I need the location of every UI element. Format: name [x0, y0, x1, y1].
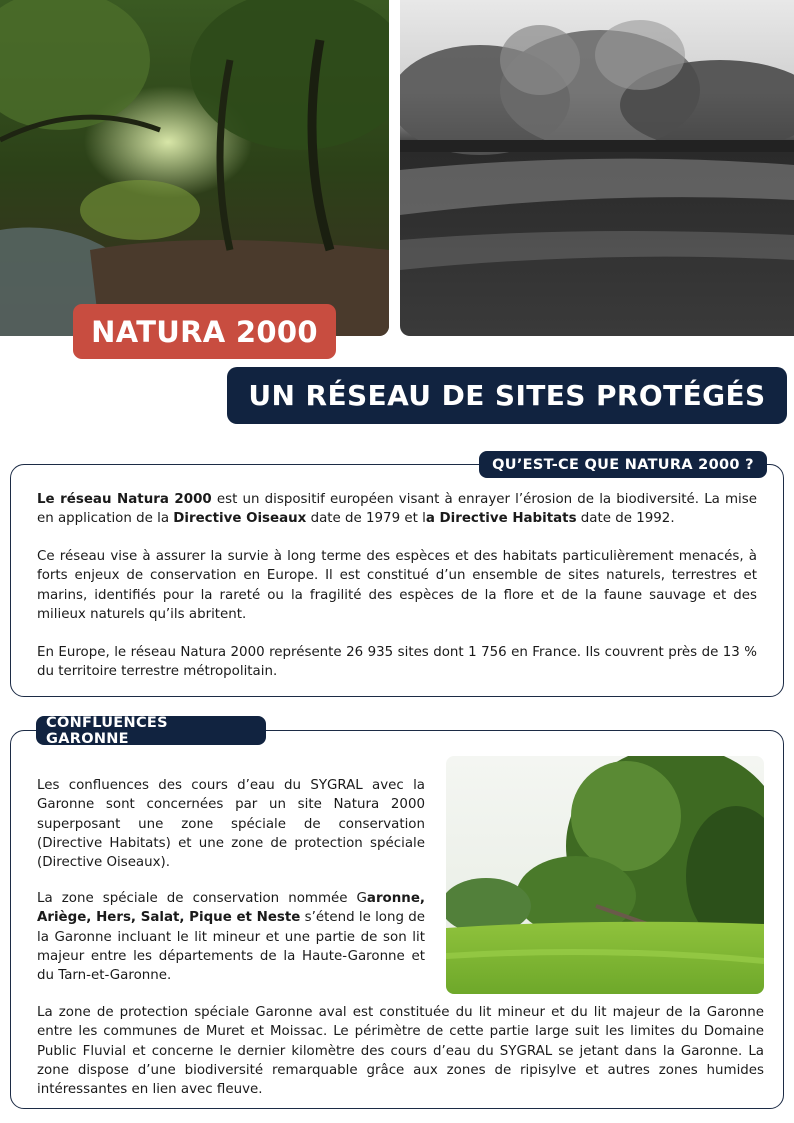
- section-heading-what: QU’EST-CE QUE NATURA 2000 ?: [479, 451, 767, 478]
- riverbank-photo: [446, 756, 764, 994]
- paragraph-confluences-intro: Les confluences des cours d’eau du SYGRAL avec la Garonne sont concernées par un site Natura 2000 superposant une zone spéciale de conservation (Directive Habitats) et une zone de protection spéciale (Directive Oiseaux).: [37, 778, 425, 871]
- paragraph-conservation-zone: La zone spéciale de conservation nommée Garonne, Ariège, Hers, Salat, Pique et Neste s’étend le long de la Garonne incluant le lit mineur et une partie de son lit majeur entre les départements de la Haute-Garonne et du Tarn-et-Garonne.: [37, 891, 425, 984]
- paragraph-protection-zone: La zone de protection spéciale Garonne aval est constituée du lit mineur et du lit majeur de la Garonne entre les communes de Muret et Moissac. Le périmètre de cette partie large suit les limites du Domaine Public Fluvial et concerne le dernier kilomètre des cours d’eau du SYGRAL se jetant dans la Garonne. La zone dispose d’une biodiversité remarquable grâce aux zones de ripisylve et autres zones humides intéressantes en lien avec fleuve.: [37, 1005, 764, 1098]
- paragraph-definition: Le réseau Natura 2000 est un dispositif européen visant à enrayer l’érosion de la biodiversité. La mise en application de la Directive Oiseaux date de 1979 et la Directive Habitats date de 1992.: [37, 492, 757, 527]
- section-heading-confluences: CONFLUENCES GARONNE: [36, 716, 266, 745]
- subtitle-banner: UN RÉSEAU DE SITES PROTÉGÉS: [227, 367, 787, 424]
- paragraph-objective: Ce réseau vise à assurer la survie à long terme des espèces et des habitats particulièrement menacés, à forts enjeux de conservation en Europe. Il est constitué d’un ensemble de sites naturels, terrestres et marins, identifiés pour la rareté ou la fragilité des espèces de la flore et de la faune sauvage et des milieux naturels qu’ils abritent.: [37, 549, 757, 622]
- meadow-bw-photo: [400, 0, 794, 336]
- forest-stream-photo: [0, 0, 389, 336]
- main-title-badge: NATURA 2000: [73, 304, 336, 359]
- paragraph-statistics: En Europe, le réseau Natura 2000 représente 26 935 sites dont 1 756 en France. Ils couvrent près de 13 % du territoire terrestre métropolitain.: [37, 645, 757, 680]
